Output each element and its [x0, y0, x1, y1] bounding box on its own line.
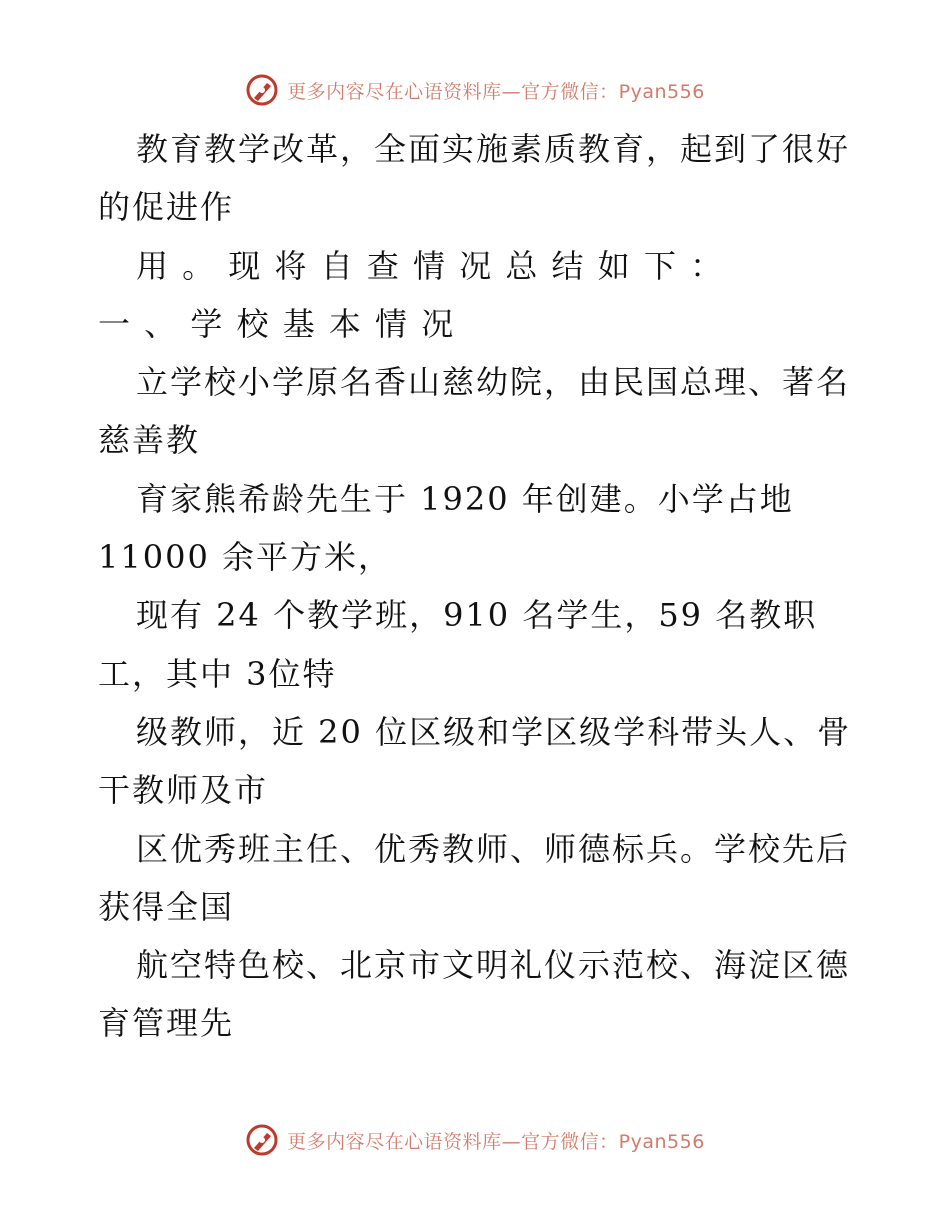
watermark-footer — [0, 1120, 950, 1160]
watermark-header — [0, 70, 950, 110]
text-line: 获得全国 — [98, 887, 235, 926]
text-line: 育家熊希龄先生于 1920 年创建。小学占地 — [136, 479, 794, 518]
text-line: 区优秀班主任、优秀教师、师德标兵。学校先后 — [136, 829, 851, 868]
text-line: 立学校小学原名香山慈幼院，由民国总理、著名 — [136, 363, 851, 402]
text-line: 工，其中 3位特 — [98, 654, 337, 693]
text-line: 教育教学改革，全面实施素质教育，起到了很好 — [136, 130, 851, 168]
document-body — [98, 120, 878, 1053]
watermark-text: 更多内容尽在心语资料库—官方微信：Pyan556 — [287, 1130, 705, 1153]
text-line: 的促进作 — [98, 188, 235, 227]
watermark-text: 更多内容尽在心语资料库—官方微信：Pyan556 — [287, 80, 705, 103]
text-line: 用 。 现 将 自 查 情 况 总 结 如 下 ： — [136, 246, 725, 285]
text-line: 干教师及市 — [98, 771, 269, 810]
text-line: 11000 余平方米， — [98, 538, 392, 577]
text-line: 现有 24 个教学班，910 名学生，59 名教职 — [136, 596, 818, 635]
text-line: 级教师，近 20 位区级和学区级学科带头人、骨 — [136, 712, 852, 751]
text-line: 育管理先 — [98, 1004, 235, 1043]
pen-logo-icon — [245, 1123, 279, 1157]
pen-logo-icon — [245, 73, 279, 107]
text-line: 航空特色校、北京市文明礼仪示范校、海淀区德 — [136, 946, 851, 985]
section-heading: 一 、 学 校 基 本 情 况 — [98, 304, 456, 343]
text-line: 慈善教 — [98, 421, 201, 460]
